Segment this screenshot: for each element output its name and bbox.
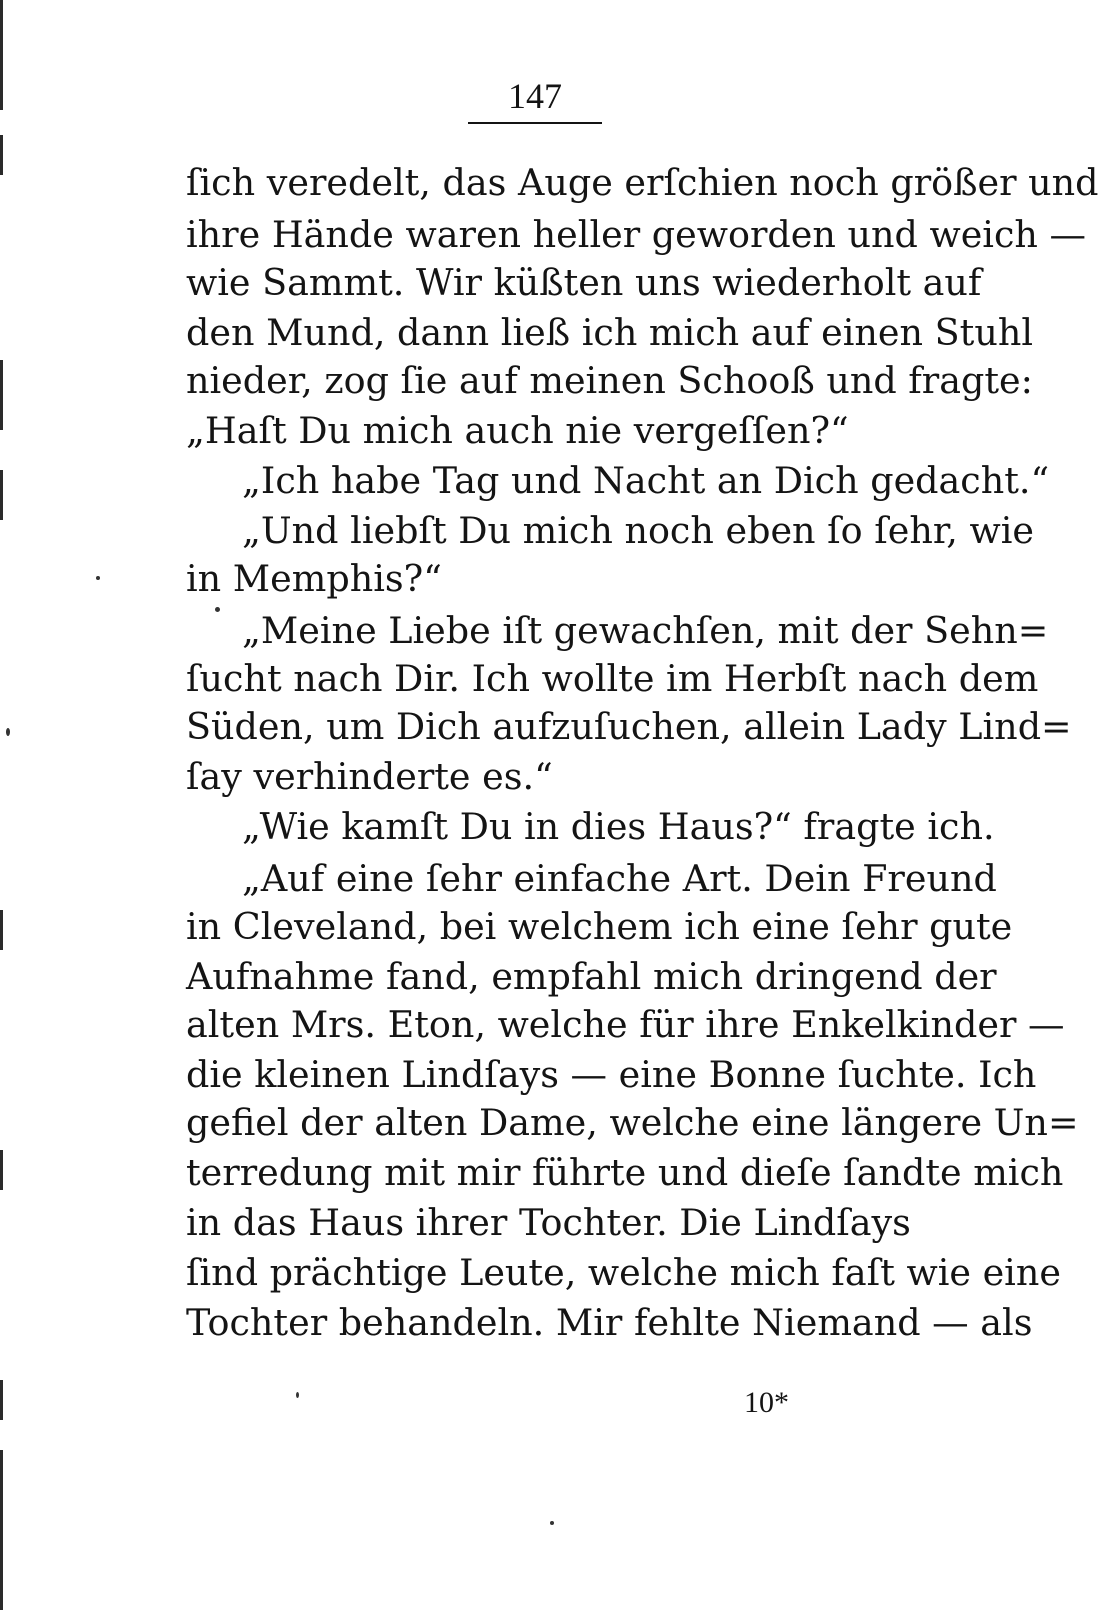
binding-edge-artifact (0, 0, 3, 110)
text-line-21: terredung mit mir führte und dieſe ſandte mich (186, 1151, 1064, 1194)
binding-edge-artifact (0, 1450, 3, 1610)
text-line-18: alten Mrs. Eton, welche für ihre Enkelkinder — (186, 1003, 1065, 1046)
text-line-14: „Wie kamſt Du in dies Haus?“ fragte ich. (242, 805, 995, 848)
text-line-5: nieder, zog ſie auf meinen Schooß und fragte: (186, 359, 1033, 402)
ink-speck (550, 1521, 554, 1525)
text-line-15: „Auf eine ſehr einfache Art. Dein Freund (242, 857, 997, 900)
ink-speck (215, 607, 220, 612)
page-number: 147 (508, 76, 562, 116)
text-line-22: in das Haus ihrer Tochter. Die Lindſays (186, 1201, 911, 1244)
text-line-13: ſay verhinderte es.“ (186, 755, 553, 798)
binding-edge-artifact (0, 910, 3, 950)
text-line-16: in Cleveland, bei welchem ich eine ſehr gute (186, 905, 1013, 948)
binding-edge-artifact (0, 1380, 3, 1420)
binding-edge-artifact (0, 135, 3, 175)
text-line-17: Aufnahme fand, empfahl mich dringend der (186, 955, 997, 998)
text-line-12: Süden, um Dich aufzuſuchen, allein Lady Lind= (186, 705, 1072, 748)
binding-edge-artifact (0, 360, 3, 430)
signature-mark: 10* (744, 1386, 789, 1419)
text-line-6: „Haſt Du mich auch nie vergeſſen?“ (186, 409, 849, 452)
binding-edge-artifact (0, 470, 3, 520)
ink-speck (96, 576, 100, 580)
header-rule (468, 122, 602, 124)
text-line-11: ſucht nach Dir. Ich wollte im Herbſt nach dem (186, 657, 1039, 700)
text-line-1: ſich veredelt, das Auge erſchien noch größer und (186, 161, 1099, 204)
text-line-23: ſind prächtige Leute, welche mich faſt wie eine (186, 1251, 1061, 1294)
text-line-7: „Ich habe Tag und Nacht an Dich gedacht.“ (242, 459, 1050, 502)
text-line-3: wie Sammt. Wir küßten uns wiederholt auf (186, 261, 982, 304)
ink-speck (6, 728, 10, 736)
text-line-8: „Und liebſt Du mich noch eben ſo ſehr, wie (242, 509, 1035, 552)
text-line-2: ihre Hände waren heller geworden und weich — (186, 213, 1087, 256)
binding-edge-artifact (0, 1150, 3, 1190)
text-line-20: gefiel der alten Dame, welche eine längere Un= (186, 1101, 1079, 1144)
text-line-4: den Mund, dann ließ ich mich auf einen Stuhl (186, 311, 1034, 354)
text-line-19: die kleinen Lindſays — eine Bonne ſuchte. Ich (186, 1053, 1037, 1096)
ink-speck (296, 1392, 299, 1398)
text-line-10: „Meine Liebe iſt gewachſen, mit der Sehn= (242, 609, 1049, 652)
text-line-9: in Memphis?“ (186, 557, 442, 600)
text-line-24: Tochter behandeln. Mir fehlte Niemand — als (186, 1301, 1033, 1344)
